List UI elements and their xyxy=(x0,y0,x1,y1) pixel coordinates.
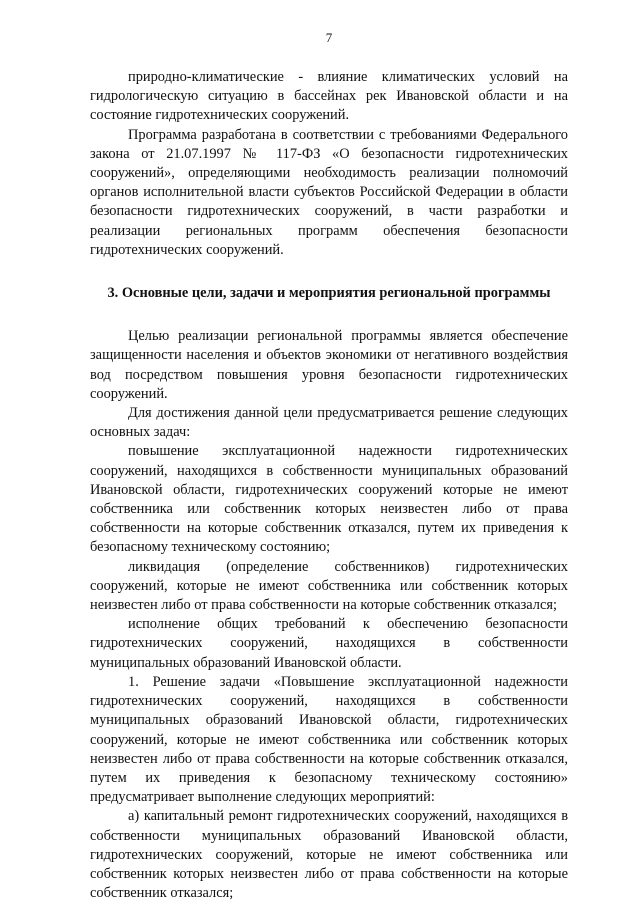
paragraph-task-1-solution: 1. Решение задачи «Повышение эксплуатационной надежности гидротехнических сооружений, находящихся в собственности муниципальных образований Ивановской области, гидротехнических сооружений, которые не имеют собственника или собственник которых неизвестен либо от права собственности на которые собственник отказался, путем их приведения к безопасному техническому состоянию» предусматривает выполнение следующих мероприятий: xyxy=(90,673,568,806)
paragraph-task-requirements: исполнение общих требований к обеспечению безопасности гидротехнических сооружений, находящихся в собственности муниципальных образований Ивановской области. xyxy=(90,616,568,671)
paragraph-program-basis: Программа разработана в соответствии с требованиями Федерального закона от 21.07.1997 № 117-ФЗ «О безопасности гидротехнических сооружений», определяющими необходимость реализации полномочий органов исполнительной власти субъектов Российской Федерации в области безопасности гидротехнических сооружений, в части разработки и реализации региональных программ обеспечения безопасности гидротехнических сооружений. xyxy=(90,126,568,258)
paragraph-measure-a: а) капитальный ремонт гидротехнических сооружений, находящихся в собственности муниципальных образований Ивановской области, гидротехнических сооружений, которые не имеют собственника или собственник которых неизвестен либо от права собственности на которые собственник отказался; xyxy=(90,808,568,902)
section-heading: 3. Основные цели, задачи и мероприятия региональной программы xyxy=(107,285,551,302)
paragraph-task-liquidation: ликвидация (определение собственников) гидротехнических сооружений, которые не имеют собственника или собственник которых неизвестен либо от права собственности на которые собственник отказался; xyxy=(90,558,568,614)
page-number: 7 xyxy=(325,30,333,45)
paragraph-tasks-intro: Для достижения данной цели предусматривается решение следующих основных задач: xyxy=(90,405,568,441)
paragraph-goal: Целью реализации региональной программы является обеспечение защищенности населения и объектов экономики от негативного воздействия вод посредством повышения уровня безопасности гидротехнических сооружений. xyxy=(90,328,568,402)
document-page xyxy=(90,30,568,903)
paragraph-task-reliability: повышение эксплуатационной надежности гидротехнических сооружений, находящихся в собственности муниципальных образований Ивановской области, гидротехнических сооружений которые не имеют собственника или собственник которых неизвестен либо от права собственности на которые собственник отказался, путем их приведения к безопасному техническому состоянию; xyxy=(90,443,568,556)
paragraph-climatic-factors: природно-климатические - влияние климатических условий на гидрологическую ситуацию в бассейнах рек Ивановской области и на состояние гидротехнических сооружений. xyxy=(90,69,568,124)
